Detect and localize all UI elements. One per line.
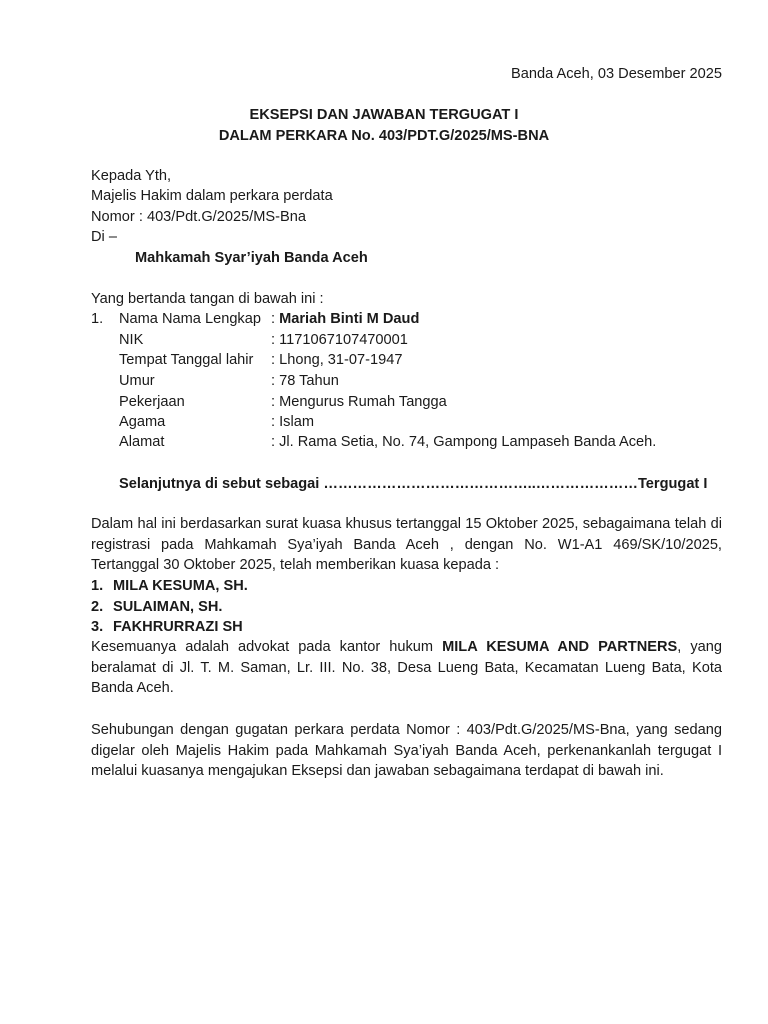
party-field-religion: [91, 412, 731, 432]
attorney-name: MILA KESUMA, SH.: [113, 578, 248, 594]
law-office-paragraph: Kesemuanya adalah advokat pada kantor hukum MILA KESUMA AND PARTNERS, yang beralamat di Jl. T. M. Saman, Lr. III. No. 38, Desa Lueng Bata, Kecamatan Lueng Bata, Kota Banda Aceh.: [91, 639, 722, 697]
party-number: 1.: [91, 311, 104, 327]
field-value: : Jl. Rama Setia, No. 74, Gampong Lampaseh Banda Aceh.: [271, 434, 657, 450]
court-name: Mahkamah Syar’iyah Banda Aceh: [135, 250, 368, 266]
recipient-line2: Majelis Hakim dalam perkara perdata: [91, 188, 333, 204]
recipient-line3: Nomor : 403/Pdt.G/2025/MS-Bna: [91, 209, 306, 225]
document-title-line2: DALAM PERKARA No. 403/PDT.G/2025/MS-BNA: [218, 128, 550, 144]
field-label: Umur: [119, 373, 155, 389]
party-field-birth: [91, 350, 731, 370]
field-value: : 1171067107470001: [271, 332, 408, 348]
attorney-name: FAKHRURRAZI SH: [113, 619, 243, 635]
law-firm-name: MILA KESUMA AND PARTNERS: [442, 639, 678, 655]
party-field-address: [91, 432, 731, 452]
attorney-name: SULAIMAN, SH.: [113, 599, 223, 615]
field-label: Alamat: [119, 434, 165, 450]
field-label: Agama: [119, 414, 166, 430]
field-value: : Mengurus Rumah Tangga: [271, 394, 447, 410]
field-value: : Islam: [271, 414, 314, 430]
field-label: Tempat Tanggal lahir: [119, 352, 254, 368]
party-designation: Selanjutnya di sebut sebagai ……………………………………..…………………Tergugat I: [119, 476, 708, 492]
attorney-item: 2. SULAIMAN, SH.: [91, 599, 223, 615]
party-field-name: [91, 309, 731, 329]
recipient-line1: Kepada Yth,: [91, 168, 172, 184]
field-value: : Lhong, 31-07-1947: [271, 352, 403, 368]
attorney-item: 1. MILA KESUMA, SH.: [91, 578, 248, 594]
field-label: NIK: [119, 332, 144, 348]
party-name: Mariah Binti M Daud: [279, 311, 420, 327]
document-title-line1: EKSEPSI DAN JAWABAN TERGUGAT I: [249, 107, 519, 123]
field-value: : Mariah Binti M Daud: [271, 311, 420, 327]
party-field-age: [91, 371, 731, 391]
field-label: Nama Nama Lengkap: [119, 311, 261, 327]
field-value: : 78 Tahun: [271, 373, 339, 389]
party-field-occupation: [91, 392, 731, 412]
power-of-attorney-paragraph: Dalam hal ini berdasarkan surat kuasa khusus tertanggal 15 Oktober 2025, sebagaimana telah di registrasi pada Mahkamah Sya’iyah Banda Aceh , dengan No. W1-A1 469/SK/10/2025, Tertanggal 30 Oktober 2025, telah memberikan kuasa kepada :: [91, 516, 722, 574]
party-field-nik: [91, 330, 731, 350]
attorney-item: 3. FAKHRURRAZI SH: [91, 619, 243, 635]
recipient-line4: Di –: [91, 229, 117, 245]
field-label: Pekerjaan: [119, 394, 185, 410]
closing-paragraph: Sehubungan dengan gugatan perkara perdata Nomor : 403/Pdt.G/2025/MS-Bna, yang sedang digelar oleh Majelis Hakim pada Mahkamah Sya’iyah Banda Aceh, perkenankanlah tergugat I melalui kuasanya mengajukan Eksepsi dan jawaban sebagaimana terdapat di bawah ini.: [91, 722, 722, 780]
intro-text: Yang bertanda tangan di bawah ini :: [91, 291, 324, 307]
place-date: Banda Aceh, 03 Desember 2025: [511, 66, 722, 82]
